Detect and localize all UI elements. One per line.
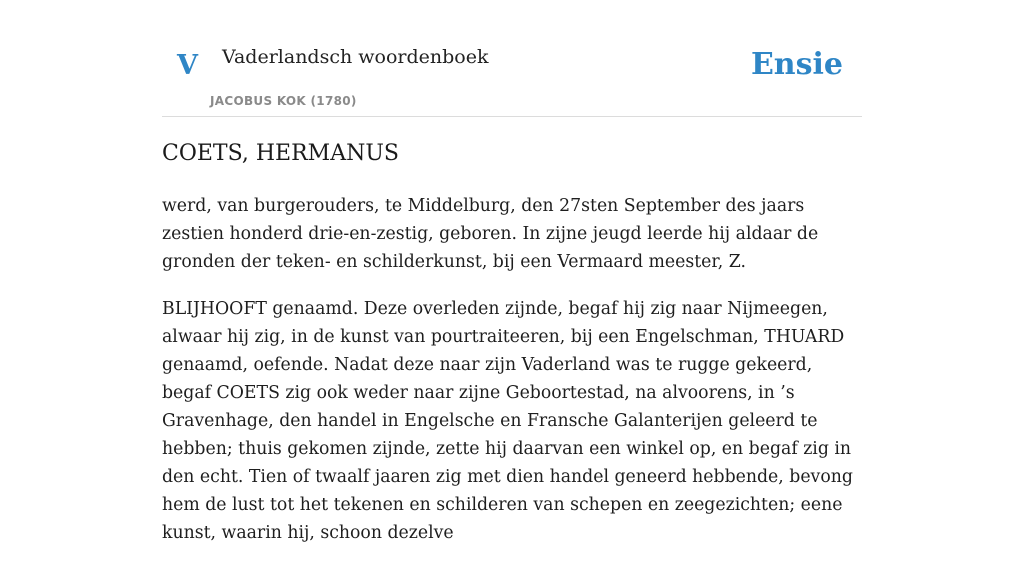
ensie-logo-link[interactable]: Ensie (750, 47, 843, 82)
book-title-link[interactable]: Vaderlandsch woordenboek (222, 46, 489, 68)
dictionary-logo[interactable]: V (177, 50, 198, 81)
entry-paragraph: BLIJHOOFT genaamd. Deze overleden zijnde, begaf hij zig naar Nijmeegen, alwaar hij zig, in de kunst van pourtraiteeren, bij een Engelschman, THUARD genaamd, oefende. Nadat deze naar zijn Vaderland was te rugge gekeerd, begaf COETS zig ook weder naar zijne Geboortestad, na alvoorens, in ’s Gravenhage, den handel in Engelsche en Fransche Galanterijen geleerd te hebben; thuis gekomen zijnde, zette hij daarvan een winkel op, en begaf zig in den echt. Tien of twaalf jaaren zig met dien handel geneerd hebbende, bevong hem de lust tot het tekenen en schilderen van schepen en zeegezichten; eene kunst, waarin hij, schoon dezelve (162, 299, 853, 543)
header (162, 0, 862, 117)
entry-paragraph: werd, van burgerouders, te Middelburg, den 27sten September des jaars zestien honderd drie-en-zestig, geboren. In zijne jeugd leerde hij aldaar de gronden der teken- en schilderkunst, bij een Vermaard meester, Z. (162, 196, 819, 272)
entry-body (162, 192, 862, 566)
entry-title: COETS, HERMANUS (162, 141, 399, 166)
book-author: JACOBUS KOK (1780) (210, 94, 357, 108)
